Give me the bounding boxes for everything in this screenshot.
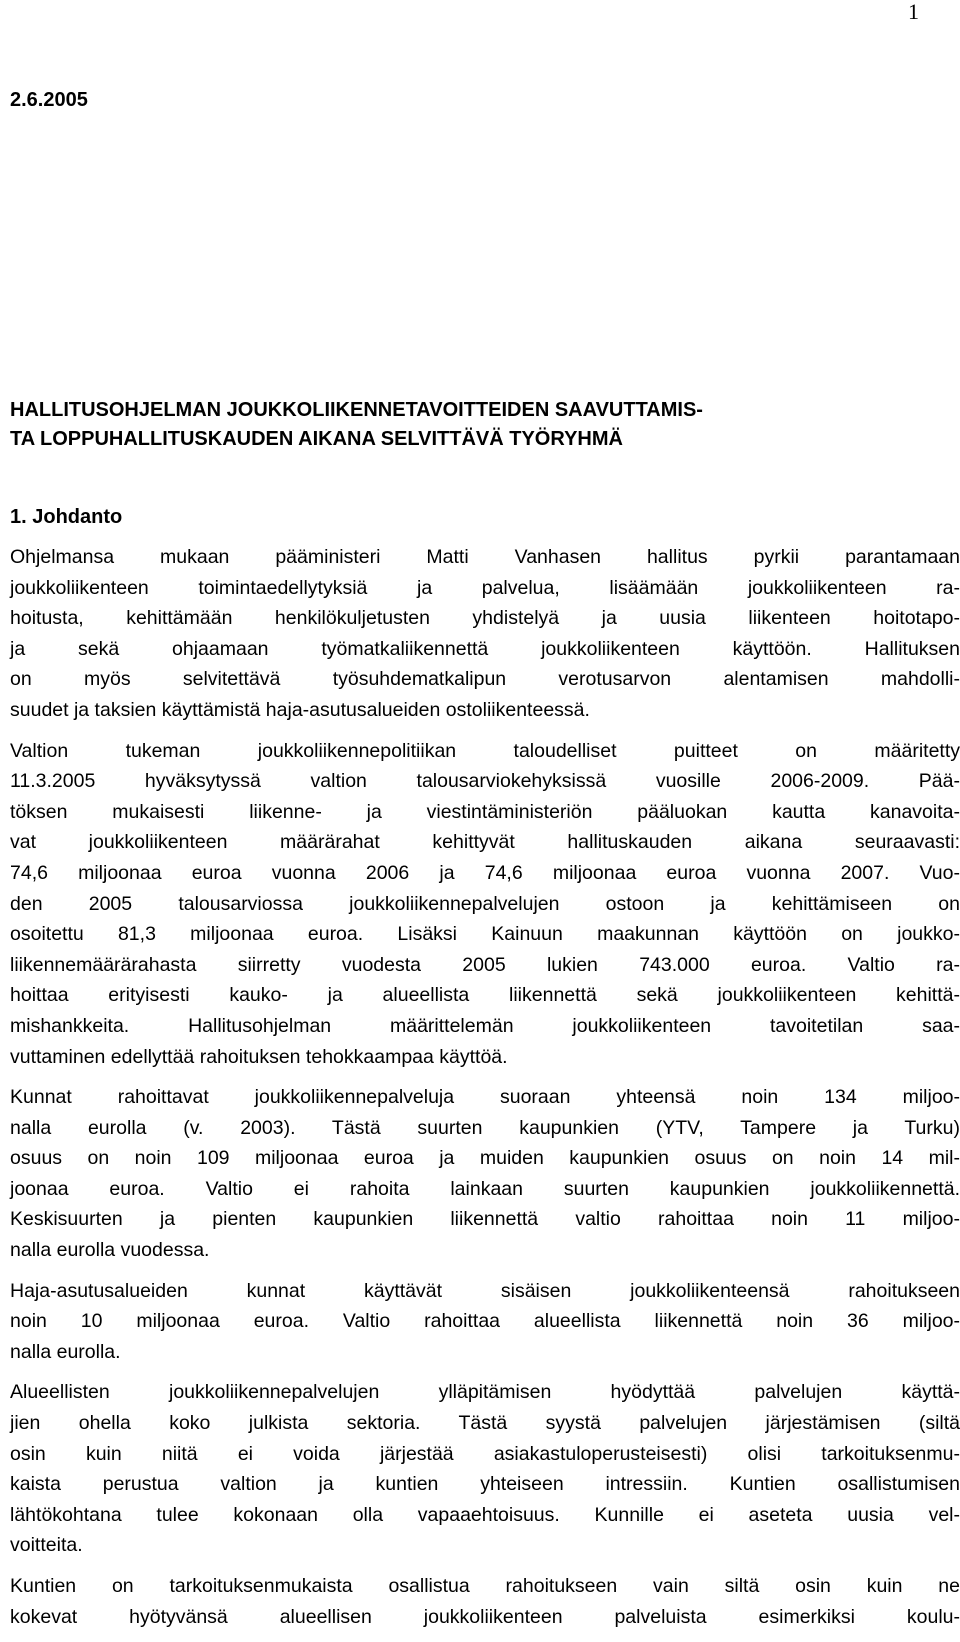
- text-line: Kunnat rahoittavat joukkoliikennepalveluja suoraan yhteensä noin 134 miljoo-: [10, 1086, 960, 1109]
- text-line: voitteita.: [10, 1534, 83, 1557]
- text-line: vat joukkoliikenteen määrärahat kehittyvät hallituskauden aikana seuraavasti:: [10, 831, 960, 854]
- paragraph-2: [10, 736, 960, 1073]
- text-line: osoitettu 81,3 miljoonaa euroa. Lisäksi Kainuun maakunnan käyttöön on joukko-: [10, 923, 960, 946]
- text-line: Haja-asutusalueiden kunnat käyttävät sisäisen joukkoliikenteensä rahoitukseen: [10, 1279, 960, 1302]
- title-line: TA LOPPUHALLITUSKAUDEN AIKANA SELVITTÄVÄ TYÖRYHMÄ: [10, 428, 623, 450]
- text-line: suudet ja taksien käyttämistä haja-asutusalueiden ostoliikenteessä.: [10, 698, 590, 721]
- text-line: nalla eurolla (v. 2003). Tästä suurten kaupunkien (YTV, Tampere ja Turku): [10, 1116, 960, 1139]
- text-line: ja sekä ohjaamaan työmatkaliikennettä joukkoliikenteen käyttöön. Hallituksen: [10, 637, 960, 660]
- text-line: Keskisuurten ja pienten kaupunkien liikennettä valtio rahoittaa noin 11 miljoo-: [10, 1208, 960, 1231]
- text-line: joukkoliikenteen toimintaedellytyksiä ja palvelua, lisäämään joukkoliikenteen ra-: [10, 576, 960, 599]
- text-line: joonaa euroa. Valtio ei rahoita lainkaan suurten kaupunkien joukkoliikennettä.: [10, 1177, 960, 1200]
- text-line: Kuntien on tarkoituksenmukaista osallistua rahoitukseen vain siltä osin kuin ne: [10, 1575, 960, 1597]
- paragraph-6: [10, 1571, 960, 1632]
- text-line: osin kuin niitä ei voida järjestää asiakastuloperusteisesti) olisi tarkoituksenmu-: [10, 1442, 960, 1465]
- text-line: osuus on noin 109 miljoonaa euroa ja muiden kaupunkien osuus on noin 14 mil-: [10, 1147, 960, 1170]
- text-line: vuttaminen edellyttää rahoituksen tehokkaampaa käyttöä.: [10, 1045, 508, 1068]
- text-line: hoitusta, kehittämään henkilökuljetusten yhdistelyä ja uusia liikenteen hoitotapo-: [10, 607, 960, 630]
- text-line: den 2005 talousarviossa joukkoliikennepalvelujen ostoon ja kehittämiseen on: [10, 892, 960, 915]
- document-title: [10, 396, 960, 454]
- section-heading: 1. Johdanto: [10, 506, 123, 528]
- page-number: 1: [908, 0, 919, 24]
- text-line: lähtökohtana tulee kokonaan olla vapaaehtoisuus. Kunnille ei aseteta uusia vel-: [10, 1503, 960, 1526]
- text-line: nalla eurolla.: [10, 1340, 121, 1363]
- text-line: liikennemäärärahasta siirretty vuodesta 2005 lukien 743.000 euroa. Valtio ra-: [10, 953, 960, 976]
- paragraph-4: [10, 1276, 960, 1368]
- paragraph-5: [10, 1377, 960, 1561]
- text-line: kokevat hyötyvänsä alueellisen joukkoliikenteen palveluista esimerkiksi koulu-: [10, 1605, 960, 1628]
- text-line: 11.3.2005 hyväksytyssä valtion talousarviokehyksissä vuosille 2006-2009. Pää-: [10, 770, 960, 793]
- text-line: on myös selvitettävä työsuhdematkalipun verotusarvon alentamisen mahdolli-: [10, 668, 960, 691]
- text-line: jien ohella koko julkista sektoria. Tästä syystä palvelujen järjestämisen (siltä: [10, 1412, 960, 1435]
- paragraph-1: [10, 542, 960, 726]
- text-line: töksen mukaisesti liikenne- ja viestintäministeriön pääluokan kautta kanavoita-: [10, 800, 960, 823]
- title-line: HALLITUSOHJELMAN JOUKKOLIIKENNETAVOITTEIDEN SAAVUTTAMIS-: [10, 399, 703, 421]
- text-line: Ohjelmansa mukaan pääministeri Matti Vanhasen hallitus pyrkii parantamaan: [10, 546, 960, 568]
- text-line: noin 10 miljoonaa euroa. Valtio rahoittaa alueellista liikennettä noin 36 miljoo-: [10, 1310, 960, 1333]
- text-line: mishankkeita. Hallitusohjelman määrittelemän joukkoliikenteen tavoitetilan saa-: [10, 1014, 960, 1037]
- text-line: 74,6 miljoonaa euroa vuonna 2006 ja 74,6 miljoonaa euroa vuonna 2007. Vuo-: [10, 861, 960, 884]
- text-line: nalla eurolla vuodessa.: [10, 1239, 210, 1262]
- body-text: [10, 542, 960, 1642]
- paragraph-3: [10, 1082, 960, 1266]
- text-line: kaista perustua valtion ja kuntien yhteiseen intressiin. Kuntien osallistumisen: [10, 1473, 960, 1496]
- text-line: Alueellisten joukkoliikennepalvelujen ylläpitämisen hyödyttää palvelujen käyttä-: [10, 1381, 960, 1404]
- text-line: hoittaa erityisesti kauko- ja alueellista liikennettä sekä joukkoliikenteen kehittä-: [10, 984, 960, 1007]
- document-date: 2.6.2005: [10, 89, 88, 111]
- text-line: Valtion tukeman joukkoliikennepolitiikan taloudelliset puitteet on määritetty: [10, 739, 960, 762]
